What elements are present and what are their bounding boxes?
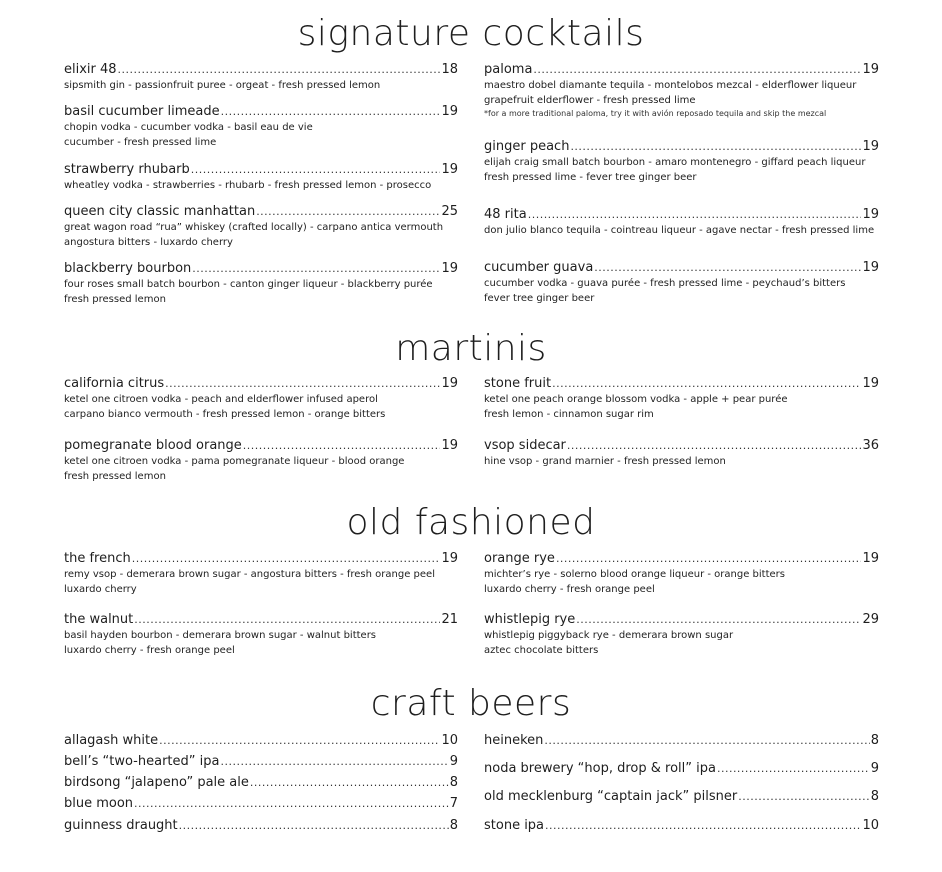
- item-description: grapefruit elderflower - fresh pressed lime: [484, 95, 696, 106]
- dot-leader: [191, 162, 441, 178]
- item-price: 7: [449, 796, 458, 811]
- item-name: heineken: [484, 733, 544, 748]
- item-price: 19: [862, 260, 879, 275]
- item-name: whistlepig rye: [484, 612, 576, 627]
- section-title-martinis: martinis: [395, 328, 547, 369]
- item-price: 9: [870, 761, 879, 776]
- beer-item-allagash-white: [64, 733, 458, 749]
- dot-leader: [192, 261, 440, 277]
- item-name: noda brewery “hop, drop & roll” ipa: [484, 761, 716, 776]
- dot-leader: [544, 733, 869, 749]
- item-price: 18: [441, 62, 458, 77]
- item-description: elijah craig small batch bourbon - amaro montenegro - giffard peach liqueur: [484, 157, 866, 168]
- item-price: 19: [441, 261, 458, 276]
- dot-leader: [118, 62, 441, 78]
- item-name: vsop sidecar: [484, 438, 566, 453]
- dot-leader: [134, 612, 440, 628]
- item-name: cucumber guava: [484, 260, 594, 275]
- item-name: ginger peach: [484, 139, 570, 154]
- item-name: basil cucumber limeade: [64, 104, 220, 119]
- dot-leader: [179, 818, 449, 834]
- section-title-signature-cocktails: signature cocktails: [297, 13, 645, 54]
- item-name: california citrus: [64, 376, 165, 391]
- item-name: the french: [64, 551, 131, 566]
- menu-item-ginger-peach: [484, 139, 879, 185]
- item-description: chopin vodka - cucumber vodka - basil eau de vie: [64, 122, 313, 133]
- dot-leader: [552, 376, 861, 392]
- item-footnote: *for a more traditional paloma, try it with avión reposado tequila and skip the mezcal: [484, 109, 827, 118]
- dot-leader: [556, 551, 862, 567]
- menu-item-whistlepig-rye: [484, 612, 879, 658]
- item-price: 10: [441, 733, 458, 748]
- dot-leader: [243, 438, 441, 454]
- menu-item-vsop-sidecar: [484, 438, 879, 469]
- item-price: 8: [449, 775, 458, 790]
- item-name: 48 rita: [484, 207, 527, 222]
- item-description: carpano bianco vermouth - fresh pressed lemon - orange bitters: [64, 409, 386, 420]
- item-description: ketel one citroen vodka - pama pomegranate liqueur - blood orange: [64, 456, 405, 467]
- menu-item-queen-city-classic-manhattan: [64, 204, 458, 250]
- dot-leader: [221, 104, 441, 120]
- menu-item-the-walnut: [64, 612, 458, 658]
- item-price: 19: [441, 438, 458, 453]
- menu-item-california-citrus: [64, 376, 458, 422]
- menu-item-strawberry-rhubarb: [64, 162, 458, 193]
- dot-leader: [220, 754, 448, 770]
- item-price: 36: [862, 438, 879, 453]
- dot-leader: [594, 260, 861, 276]
- item-description: fresh lemon - cinnamon sugar rim: [484, 409, 654, 420]
- item-description: fresh pressed lemon: [64, 471, 166, 482]
- item-description: ketel one peach orange blossom vodka - apple + pear purée: [484, 394, 788, 405]
- item-description: fresh pressed lemon: [64, 294, 166, 305]
- item-description: maestro dobel diamante tequila - montelobos mezcal - elderflower liqueur: [484, 80, 857, 91]
- item-description: remy vsop - demerara brown sugar - angostura bitters - fresh orange peel: [64, 569, 435, 580]
- item-name: queen city classic manhattan: [64, 204, 256, 219]
- item-name: elixir 48: [64, 62, 117, 77]
- beer-item-stone-ipa: [484, 818, 879, 834]
- dot-leader: [132, 551, 441, 567]
- item-price: 8: [870, 733, 879, 748]
- item-price: 19: [441, 376, 458, 391]
- item-price: 8: [870, 789, 879, 804]
- item-name: the walnut: [64, 612, 134, 627]
- beer-item-old-mecklenburg-captain-jack-pilsner: [484, 789, 879, 805]
- beer-item-blue-moon: [64, 796, 458, 812]
- beer-item-bells-two-hearted-ipa: [64, 754, 458, 770]
- item-price: 19: [862, 376, 879, 391]
- item-price: 19: [441, 551, 458, 566]
- dot-leader: [533, 62, 861, 78]
- item-price: 19: [441, 162, 458, 177]
- item-price: 19: [862, 139, 879, 154]
- beer-item-guinness-draught: [64, 818, 458, 834]
- item-name: paloma: [484, 62, 533, 77]
- item-description: fresh pressed lime - fever tree ginger beer: [484, 172, 697, 183]
- item-description: four roses small batch bourbon - canton ginger liqueur - blackberry purée: [64, 279, 433, 290]
- menu-item-orange-rye: [484, 551, 879, 597]
- item-price: 19: [862, 207, 879, 222]
- item-description: michter’s rye - solerno blood orange liqueur - orange bitters: [484, 569, 785, 580]
- menu-item-pomegranate-blood-orange: [64, 438, 458, 484]
- dot-leader: [717, 761, 870, 777]
- item-name: allagash white: [64, 733, 159, 748]
- item-name: old mecklenburg “captain jack” pilsner: [484, 789, 738, 804]
- item-description: hine vsop - grand marnier - fresh pressed lemon: [484, 456, 726, 467]
- item-price: 19: [862, 551, 879, 566]
- menu-item-cucumber-guava: [484, 260, 879, 306]
- item-description: ketel one citroen vodka - peach and elderflower infused aperol: [64, 394, 378, 405]
- item-description: cucumber vodka - guava purée - fresh pressed lime - peychaud’s bitters: [484, 278, 846, 289]
- item-name: orange rye: [484, 551, 555, 566]
- item-description: don julio blanco tequila - cointreau liqueur - agave nectar - fresh pressed lime: [484, 225, 875, 236]
- menu-item-48-rita: [484, 207, 879, 238]
- dot-leader: [134, 796, 449, 812]
- dot-leader: [528, 207, 862, 223]
- dot-leader: [250, 775, 449, 791]
- beer-item-heineken: [484, 733, 879, 749]
- menu-item-stone-fruit: [484, 376, 879, 422]
- item-description: basil hayden bourbon - demerara brown sugar - walnut bitters: [64, 630, 377, 641]
- item-price: 19: [441, 104, 458, 119]
- item-price: 9: [449, 754, 458, 769]
- beer-item-birdsong-jalapeno-pale-ale: [64, 775, 458, 791]
- dot-leader: [567, 438, 862, 454]
- item-price: 25: [441, 204, 458, 219]
- item-description: sipsmith gin - passionfruit puree - orgeat - fresh pressed lemon: [64, 80, 381, 91]
- item-name: strawberry rhubarb: [64, 162, 190, 177]
- item-price: 29: [862, 612, 879, 627]
- item-description: wheatley vodka - strawberries - rhubarb - fresh pressed lemon - prosecco: [64, 180, 432, 191]
- item-name: stone fruit: [484, 376, 552, 391]
- item-description: luxardo cherry - fresh orange peel: [484, 584, 655, 595]
- item-description: angostura bitters - luxardo cherry: [64, 237, 233, 248]
- dot-leader: [570, 139, 861, 155]
- item-name: birdsong “jalapeno” pale ale: [64, 775, 249, 790]
- item-price: 21: [441, 612, 458, 627]
- item-description: aztec chocolate bitters: [484, 645, 599, 656]
- beer-item-noda-hop-drop-roll-ipa: [484, 761, 879, 777]
- item-name: blackberry bourbon: [64, 261, 192, 276]
- item-price: 10: [862, 818, 879, 833]
- item-description: luxardo cherry: [64, 584, 137, 595]
- item-price: 8: [449, 818, 458, 833]
- menu-item-blackberry-bourbon: [64, 261, 458, 307]
- dot-leader: [738, 789, 869, 805]
- item-name: guinness draught: [64, 818, 178, 833]
- item-description: fever tree ginger beer: [484, 293, 595, 304]
- dot-leader: [576, 612, 861, 628]
- dot-leader: [545, 818, 861, 834]
- menu-item-basil-cucumber-limeade: [64, 104, 458, 150]
- item-name: bell’s “two-hearted” ipa: [64, 754, 220, 769]
- menu-item-the-french: [64, 551, 458, 597]
- section-title-old-fashioned: old fashioned: [346, 502, 596, 543]
- dot-leader: [165, 376, 440, 392]
- item-name: pomegranate blood orange: [64, 438, 242, 453]
- item-name: blue moon: [64, 796, 134, 811]
- dot-leader: [159, 733, 440, 749]
- section-title-craft-beers: craft beers: [370, 683, 572, 724]
- item-price: 19: [862, 62, 879, 77]
- dot-leader: [256, 204, 440, 220]
- item-description: cucumber - fresh pressed lime: [64, 137, 217, 148]
- menu-item-elixir-48: [64, 62, 458, 93]
- item-name: stone ipa: [484, 818, 545, 833]
- item-description: great wagon road “rua” whiskey (crafted locally) - carpano antica vermouth: [64, 222, 444, 233]
- item-description: luxardo cherry - fresh orange peel: [64, 645, 235, 656]
- menu-item-paloma: [484, 62, 879, 120]
- item-description: whistlepig piggyback rye - demerara brown sugar: [484, 630, 734, 641]
